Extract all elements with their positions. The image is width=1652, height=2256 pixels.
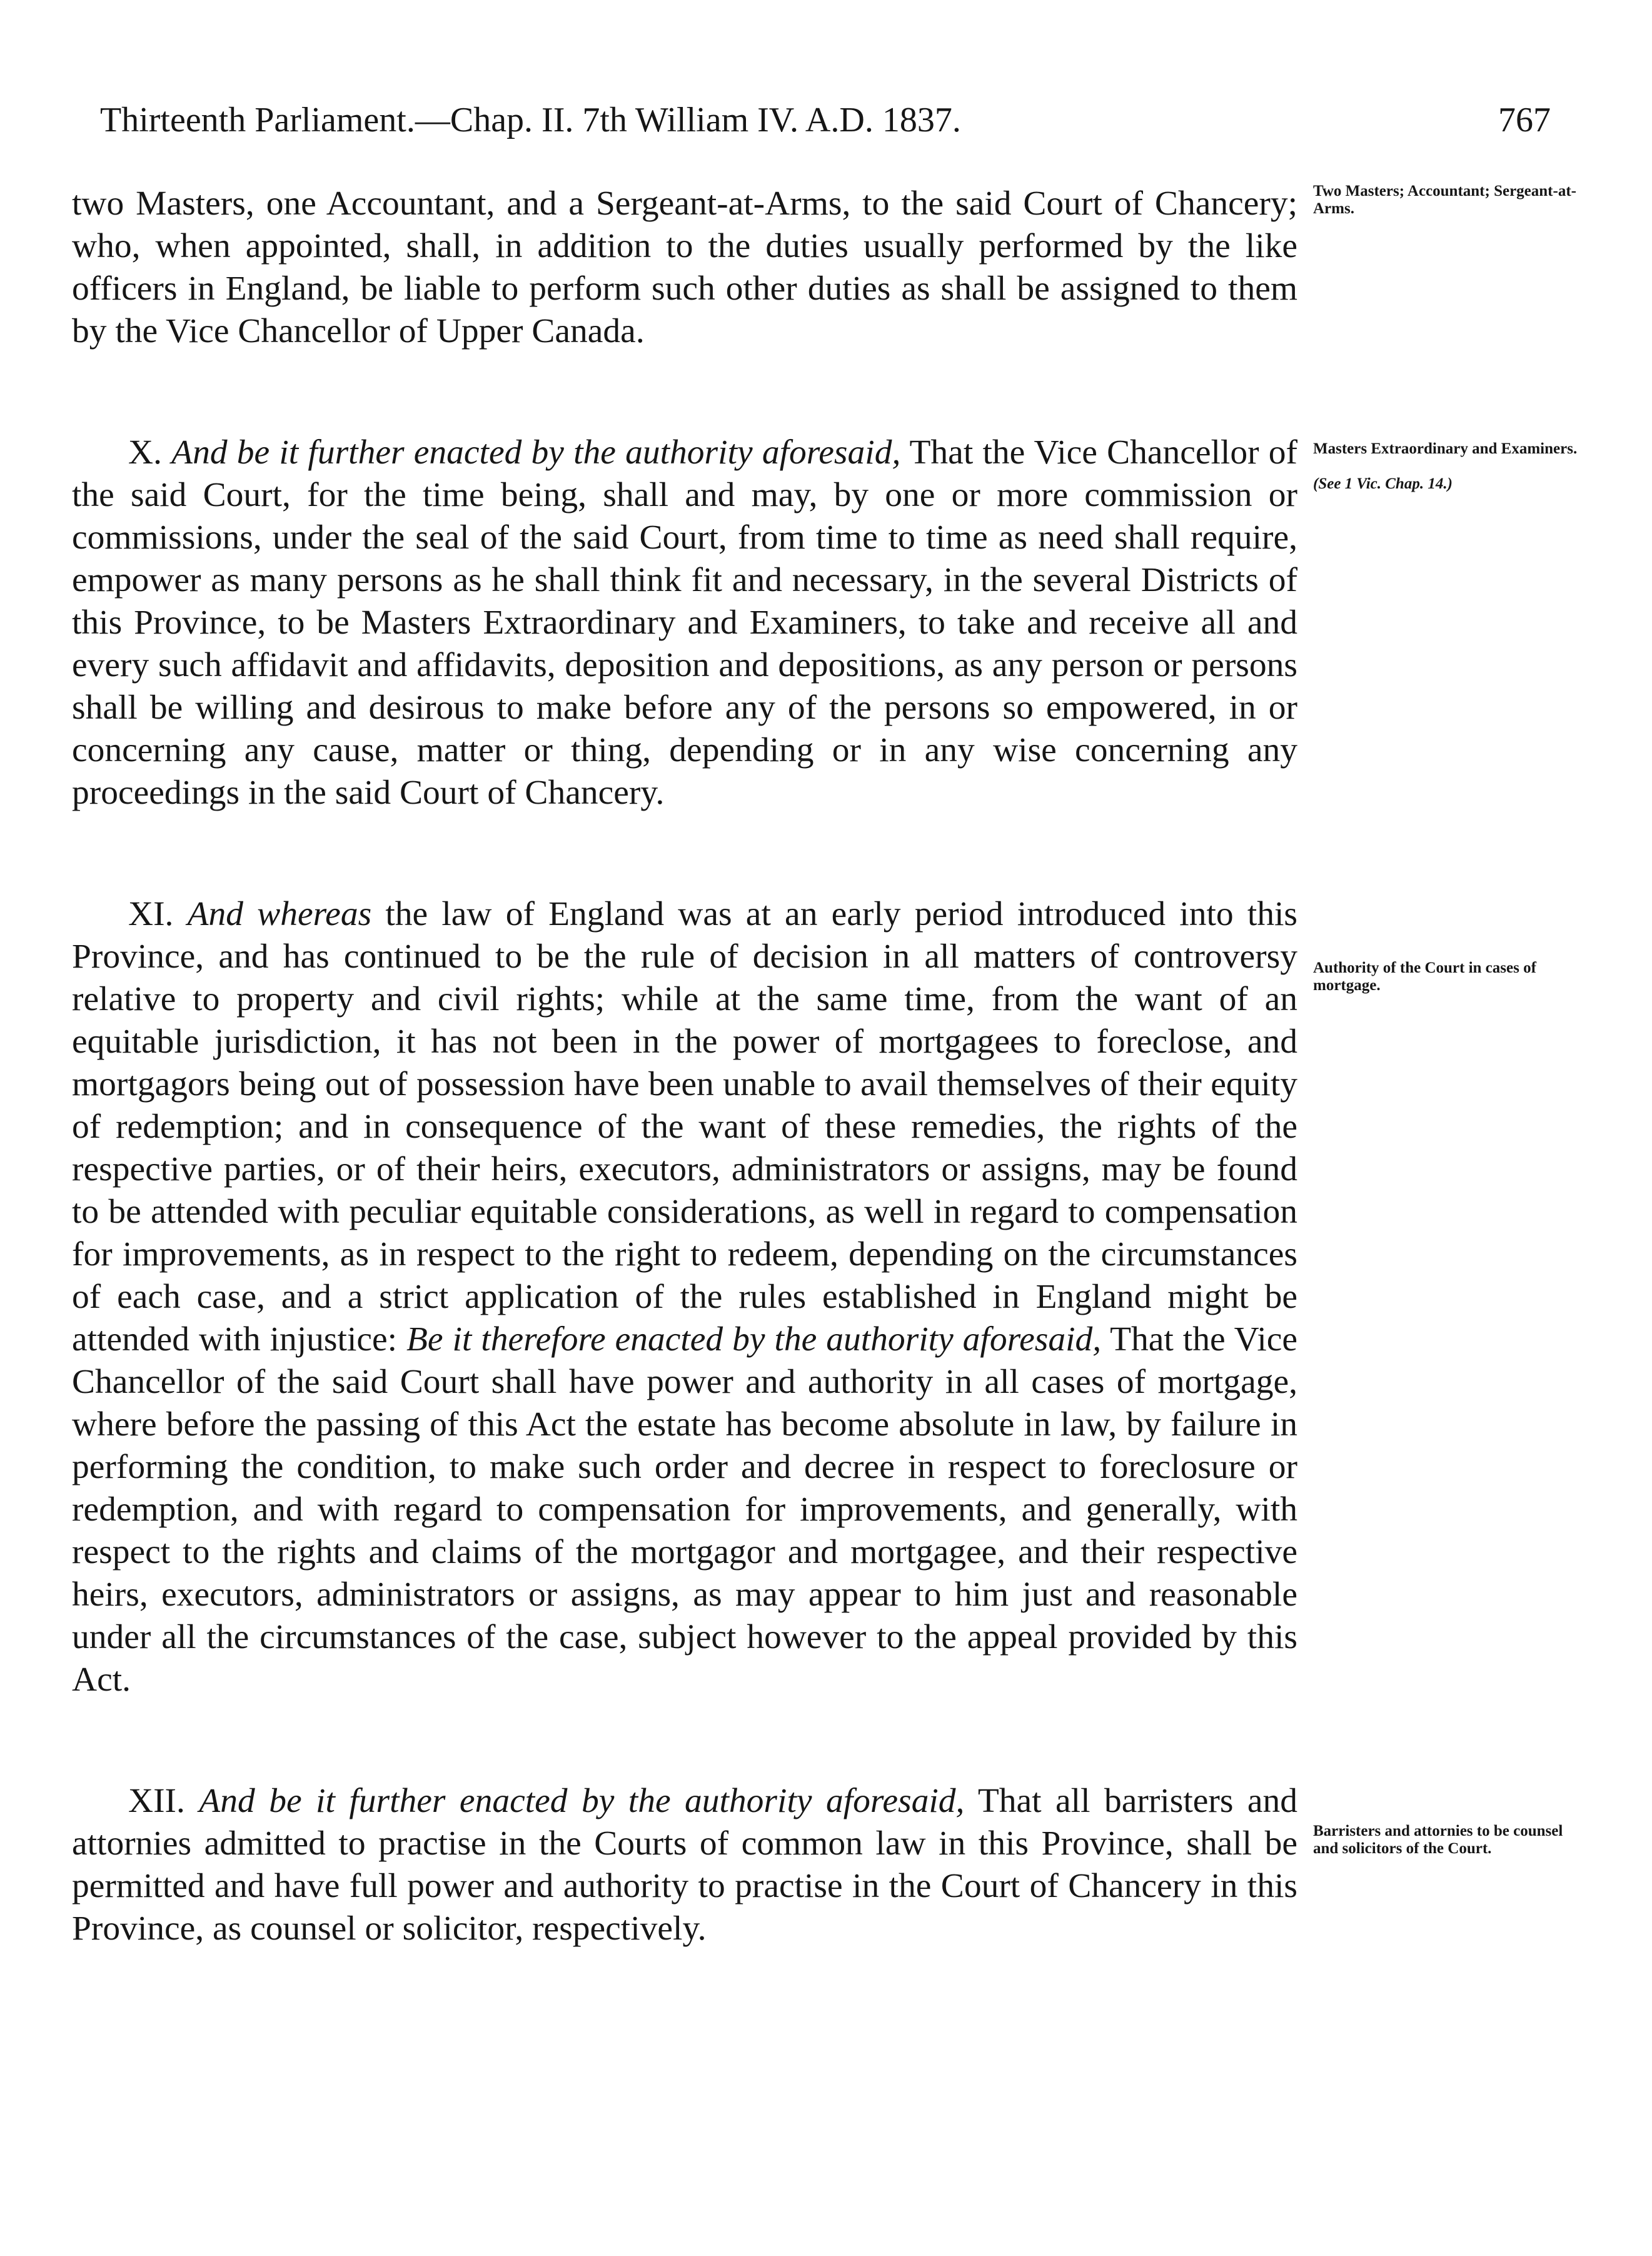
body-text-column (72, 183, 1297, 1950)
section-xii-enacting-clause: And be it further enacted by the authority aforesaid, (199, 1782, 965, 1820)
section-ix-text: two Masters, one Accountant, and a Sergeant-at-Arms, to the said Court of Chancery; who, when appointed, shall, in addition to the duties usually performed by the like officers in England, be liable to perform such other duties as shall be assigned to them by the Vice Chancellor of Upper Canada. (72, 185, 1297, 350)
section-xi-preamble: the law of England was at an early period introduced into this Province, and has continued to be the rule of decision in all matters of controversy relative to property and civil rights; while at the same time, from the want of an equitable jurisdiction, it has not been in the power of mortgagees to foreclose, and mortgagors being out of possession have been unable to avail themselves of their equity of redemption; and in consequence of the want of these remedies, the rights of the respective parties, or of their heirs, executors, administrators or assigns, may be found to be attended with peculiar equitable considerations, as well in regard to compensation for improvements, as in respect to the right to redeem, depending on the circumstances of each case, and a strict application of the rules established in England might be attended with injustice: (72, 895, 1298, 1358)
running-header (100, 100, 1551, 150)
section-x-enacting-clause: And be it further enacted by the authority aforesaid, (171, 433, 901, 472)
margin-note-xi: Authority of the Court in cases of mortgage. (1313, 959, 1536, 994)
section-xi-whereas: And whereas (187, 895, 372, 933)
section-xii-number: XII. (128, 1782, 185, 1820)
section-xi-number: XI. (128, 895, 174, 933)
page-number: 767 (1498, 101, 1551, 139)
section-x (72, 432, 1297, 814)
margin-note-xii: Barristers and attornies to be counsel and solicitors of the Court. (1313, 1823, 1563, 1857)
section-ix (72, 183, 1297, 353)
section-xi-enacting-clause: Be it therefore enacted by the authority aforesaid, (406, 1320, 1102, 1358)
margin-note-ix: Two Masters; Accountant; Sergeant-at-Arms. (1313, 183, 1576, 217)
section-xii-text: That all barristers and attornies admitted to practise in the Courts of common law in this Province, shall be permitted and have full power and authority to practise in the Court of Chancery in this Province, as counsel or solicitor, respectively. (72, 1782, 1298, 1948)
section-xi-text: That the Vice Chancellor of the said Court shall have power and authority in all cases of mortgage, where before the passing of this Act the estate has become absolute in law, by failure in performing the condition, to make such order and decree in respect to foreclosure or redemption, and with regard to compensation for improvements, and generally, with respect to the rights and claims of the mortgagor and mortgagee, and their respective heirs, executors, administrators or assigns, as may appear to him just and reasonable under all the circumstances of the case, subject however to the appeal provided by this Act. (72, 1320, 1298, 1699)
section-xi (72, 893, 1297, 1701)
section-x-number: X. (128, 433, 162, 472)
section-xii (72, 1780, 1297, 1950)
section-x-text: That the Vice Chancellor of the said Court, for the time being, shall and may, by one or more commission or commissions, under the seal of the said Court, from time to time as need shall require, empower as many persons as he shall think fit and necessary, in the several Districts of this Province, to be Masters Extraordinary and Examiners, to take and receive all and every such affidavit and affidavits, deposition and depositions, as any person or persons shall be willing and desirous to make before any of the persons so empowered, in or concerning any cause, matter or thing, depending or in any wise concerning any proceedings in the said Court of Chancery. (72, 433, 1298, 812)
margin-note-x-reference: (See 1 Vic. Chap. 14.) (1313, 475, 1453, 492)
margin-note-x: Masters Extraordinary and Examiners. (1313, 440, 1578, 457)
header-title: Thirteenth Parliament.—Chap. II. 7th William IV. A.D. 1837. (100, 101, 961, 139)
